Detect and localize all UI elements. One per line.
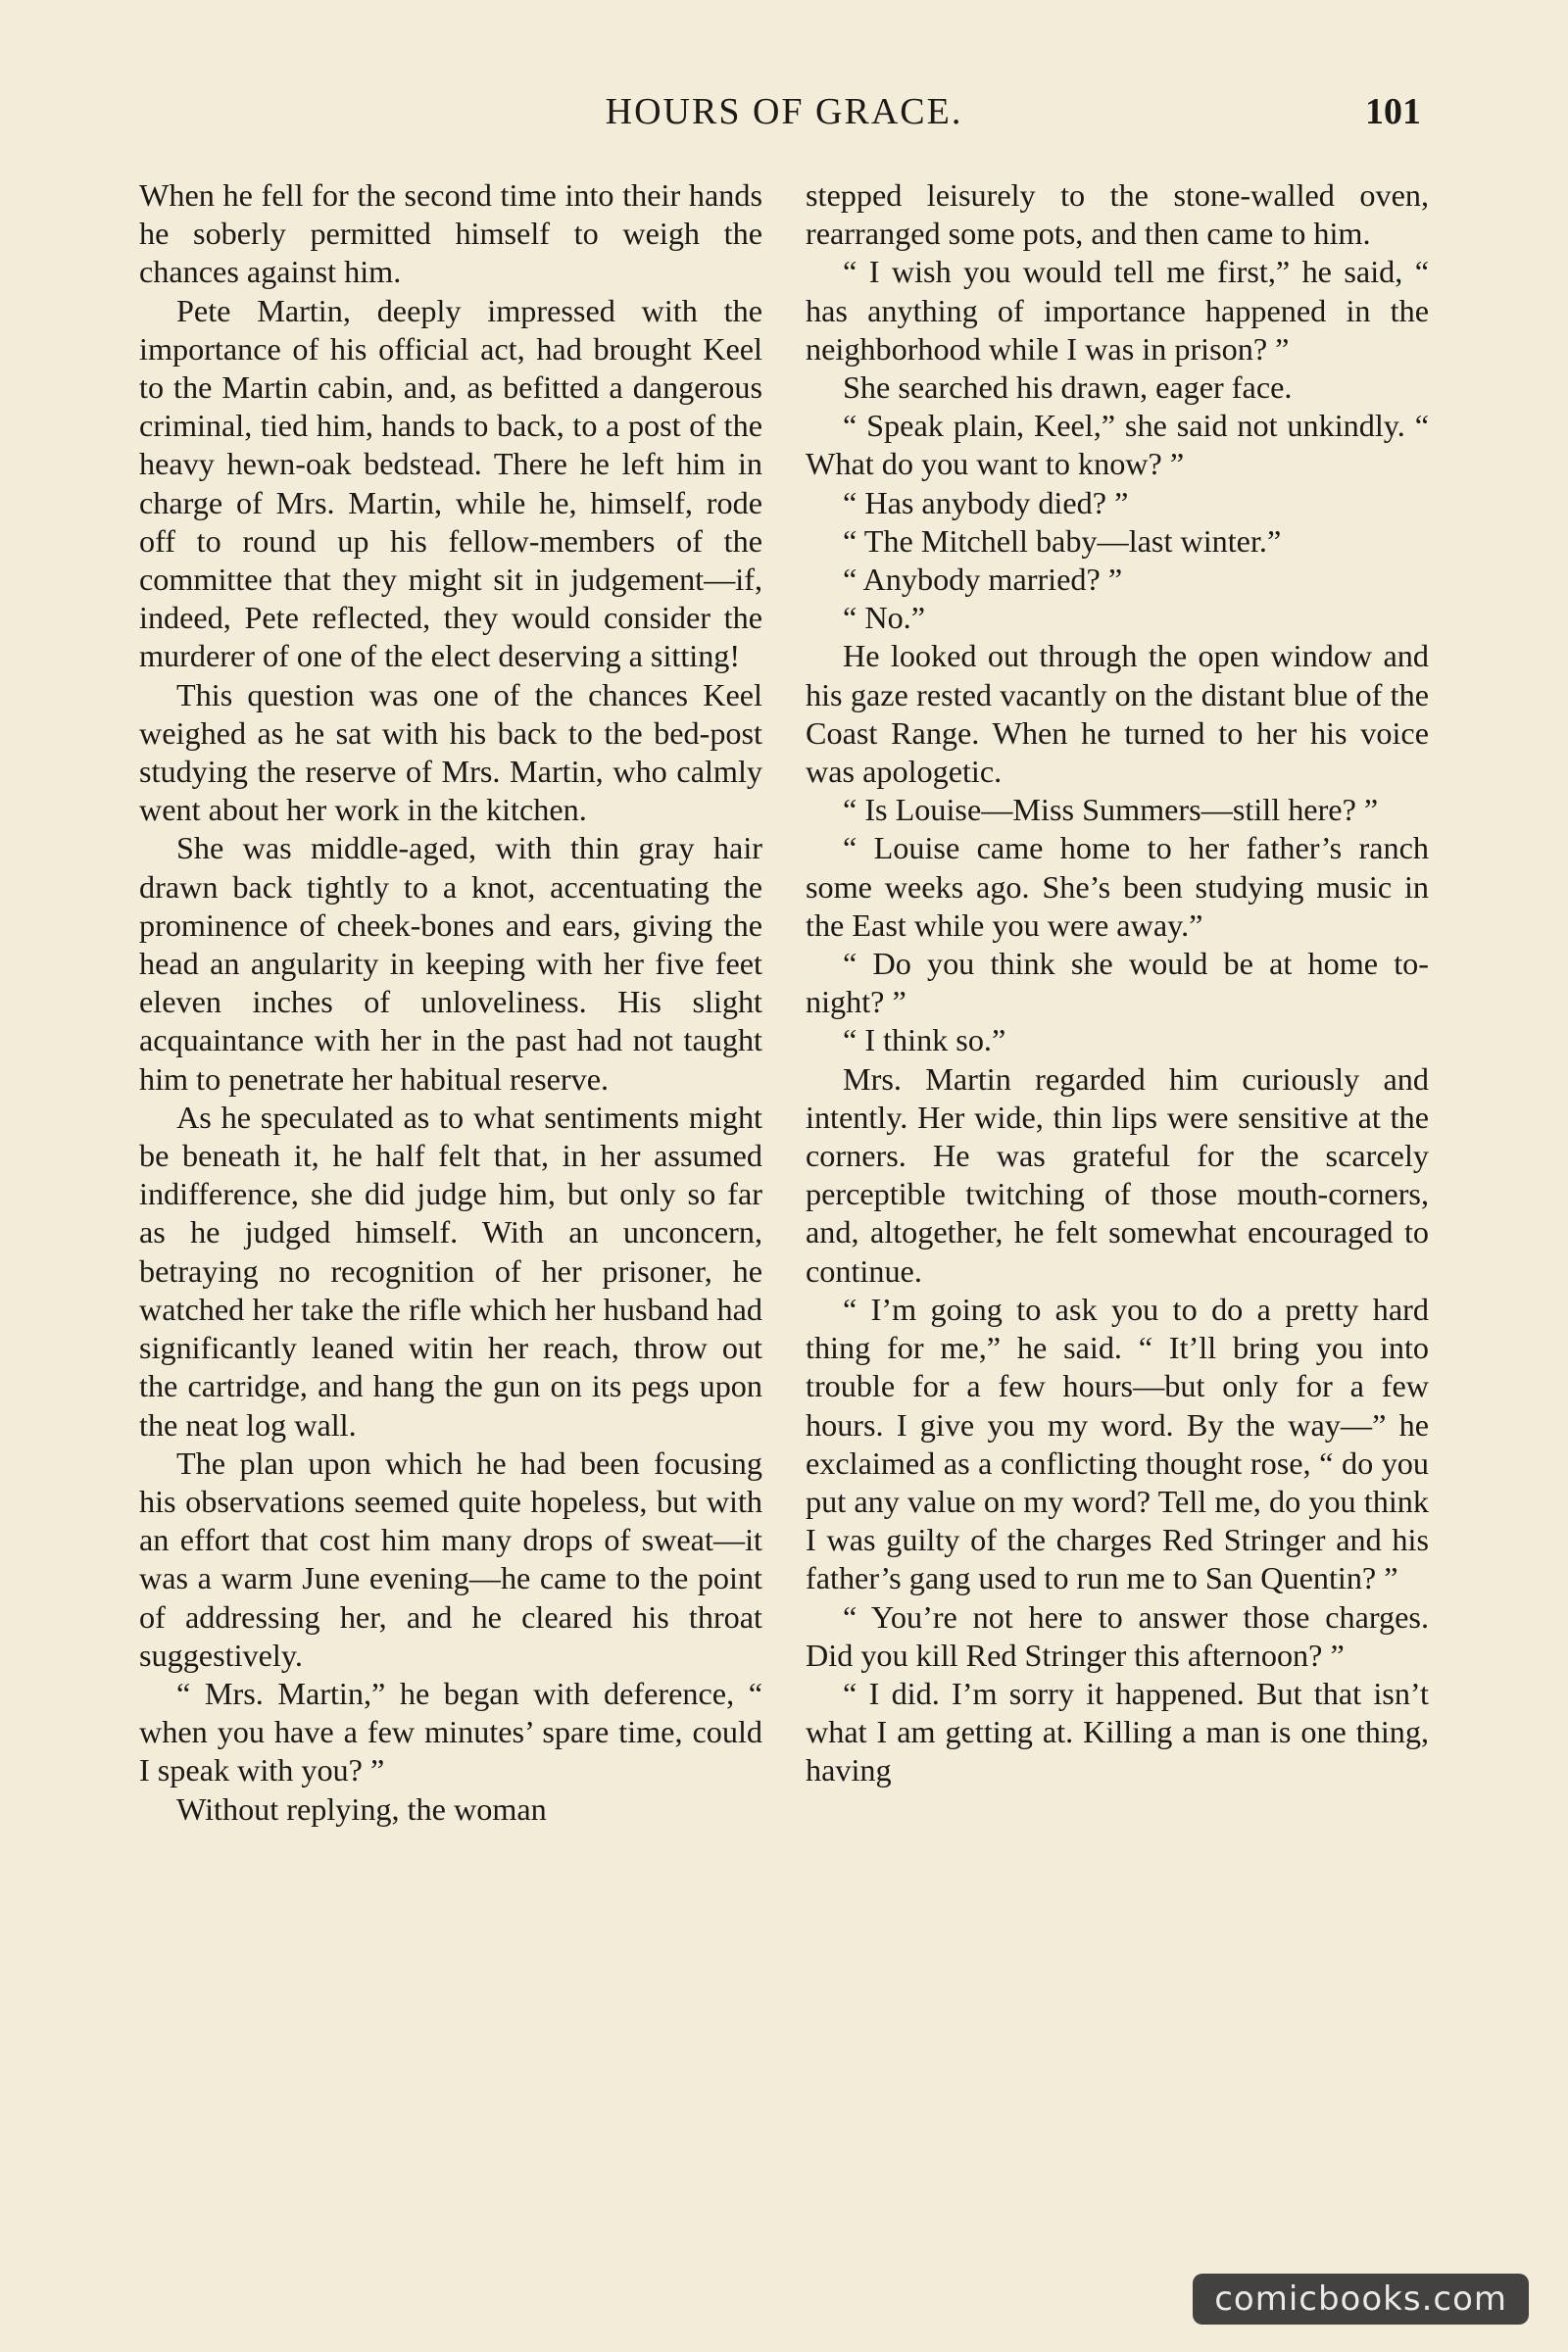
paragraph: “ Do you think she would be at home to-night? ” (806, 946, 1429, 1020)
paragraph: “ You’re not here to answer those charges. Did you kill Red Stringer this afternoon? ” (806, 1598, 1429, 1673)
paragraph: “ I wish you would tell me first,” he said, “ has anything of importance happened in the neighborhood while I was in prison? ” (806, 254, 1429, 367)
paragraph: She searched his drawn, eager face. (843, 369, 1293, 406)
paragraph: Pete Martin, deeply impressed with the importance of his official act, had brought Keel to the Martin cabin, and, as befitted a dangerous criminal, tied him, hands to back, to a post of the heavy hewn-oak bedstead. There he left him in charge of Mrs. Martin, while he, himself, rode off to round up his fellow-members of the committee that they might sit in judgement—if, indeed, Pete reflected, they would consider the murderer of one of the elect deserving a sitting! (139, 292, 762, 674)
paragraph: “ No.” (843, 600, 926, 636)
paragraph: Without replying, the woman (176, 1790, 547, 1827)
paragraph: “ Anybody married? ” (843, 562, 1123, 598)
paragraph: “ Has anybody died? ” (843, 484, 1129, 520)
paragraph: “ Is Louise—Miss Summers—still here? ” (843, 792, 1379, 828)
right-column (806, 176, 1429, 1790)
paragraph: Mrs. Martin regarded him curiously and intently. Her wide, thin lips were sensitive at the corners. He was grateful for the scarcely perceptible twitching of those mouth-corners, and, altogether, he felt somewhat encouraged to continue. (806, 1060, 1429, 1289)
paragraph: “ I think so.” (843, 1022, 1006, 1058)
paragraph: He looked out through the open window and his gaze rested vacantly on the distant blue of the Coast Range. When he turned to her his voice was apologetic. (806, 638, 1429, 790)
paragraph: “ Speak plain, Keel,” she said not unkindly. “ What do you want to know? ” (806, 408, 1429, 482)
paragraph: “ The Mitchell baby—last winter.” (843, 522, 1282, 559)
paragraph: “ Louise came home to her father’s ranch some weeks ago. She’s been studying music in the East while you were away.” (806, 830, 1429, 943)
paragraph: stepped leisurely to the stone-walled oven, rearranged some pots, and then came to him. (806, 177, 1429, 252)
watermark: comicbooks.com (1193, 2274, 1529, 2325)
paragraph: As he speculated as to what sentiments might be beneath it, he half felt that, in her assumed indifference, she did judge him, but only so far as he judged himself. With an unconcern, betraying no recognition of her prisoner, he watched her take the rifle which her husband had significantly leaned witin her reach, throw out the cartridge, and hang the gun on its pegs upon the neat log wall. (139, 1099, 762, 1443)
left-column (139, 176, 762, 1829)
page-number: 101 (1365, 91, 1421, 132)
page-header (137, 90, 1431, 149)
paragraph: This question was one of the chances Keel weighed as he sat with his back to the bed-post studying the reserve of Mrs. Martin, who calmly went about her work in the kitchen. (139, 676, 762, 828)
paragraph: The plan upon which he had been focusing his observations seemed quite hopeless, but with an effort that cost him many drops of sweat—it was a warm June evening—he came to the point of addressing her, and he cleared his throat suggestively. (139, 1445, 762, 1673)
paragraph: When he fell for the second time into their hands he soberly permitted himself to weigh the chances against him. (139, 177, 762, 290)
running-head: HOURS OF GRACE. (605, 91, 963, 132)
paragraph: “ I’m going to ask you to do a pretty hard thing for me,” he said. “ It’ll bring you into trouble for a few hours—but only for a few hours. I give you my word. By the way—” he exclaimed as a conflicting thought rose, “ do you put any value on my word? Tell me, do you think I was guilty of the charges Red Stringer and his father’s gang used to run me to San Quentin? ” (806, 1291, 1429, 1596)
paragraph: “ Mrs. Martin,” he began with deference, “ when you have a few minutes’ spare time, could I speak with you? ” (139, 1675, 762, 1788)
paragraph: “ I did. I’m sorry it happened. But that isn’t what I am getting at. Killing a man is one thing, having (806, 1675, 1429, 1788)
paragraph: She was middle-aged, with thin gray hair drawn back tightly to a knot, accentuating the prominence of cheek-bones and ears, giving the head an angularity in keeping with her five feet eleven inches of unloveliness. His slight acquaintance with her in the past had not taught him to penetrate her habitual reserve. (139, 830, 762, 1097)
